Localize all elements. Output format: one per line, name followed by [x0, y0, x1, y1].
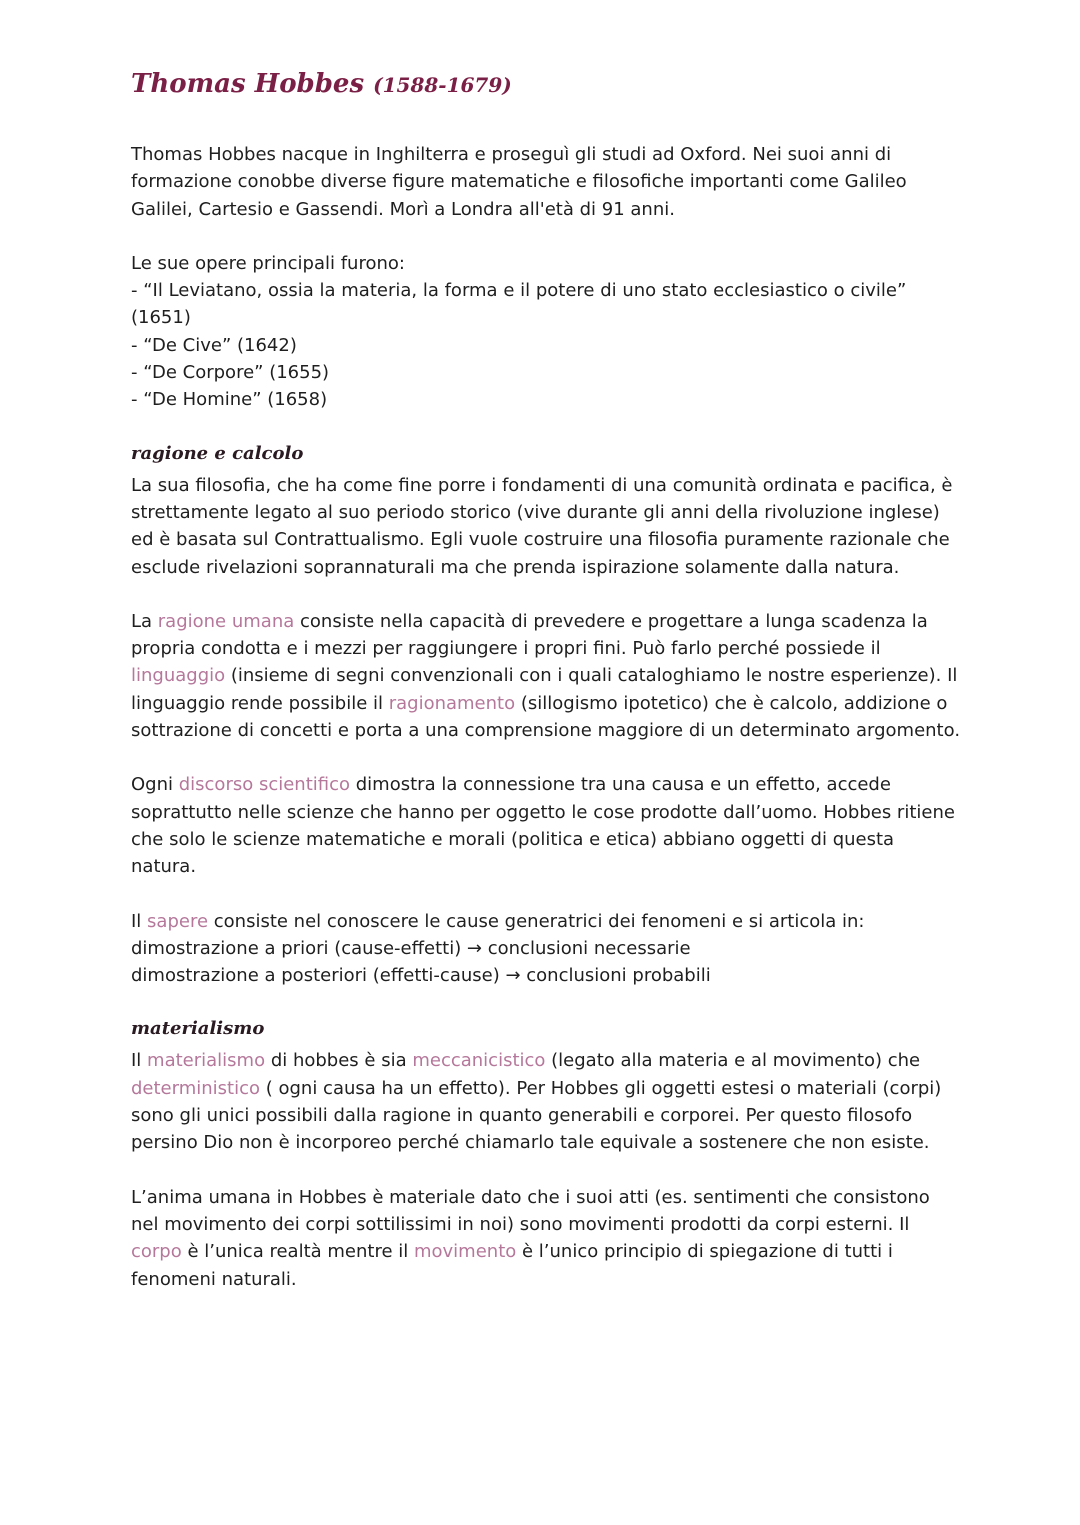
intro-paragraph: Thomas Hobbes nacque in Inghilterra e proseguì gli studi ad Oxford. Nei suoi anni di formazione conobbe diverse figure matematiche e filosofiche importanti come Galileo Galilei, Cartesio e Gassendi. Morì a Londra all'età di 91 anni.: [131, 144, 907, 220]
text: L’anima umana in Hobbes è materiale dato che i suoi atti (es. sentimenti che consistono nel movimento dei corpi sottilissimi in noi) sono movimenti prodotti da corpi esterni. Il: [131, 1186, 930, 1235]
section-heading-materialismo: materialismo: [131, 1018, 265, 1040]
text: consiste nel conoscere le cause generatrici dei fenomeni e si articola in:: [208, 910, 865, 932]
highlight-term: ragionamento: [388, 692, 516, 714]
text: (sillogismo ipotetico) che è calcolo, addizione o sottrazione di concetti e porta a una comprensione maggiore di un determinato argomento.: [131, 692, 961, 742]
text: (legato alla materia e al movimento) che: [545, 1050, 921, 1072]
title-years: (1588-1679): [373, 73, 512, 97]
text: consiste nella capacità di prevedere e progettare a lunga scadenza la propria condotta e i mezzi per raggiungere i propri fini. Può farlo perché possiede il: [131, 610, 928, 660]
text: ( ogni causa ha un effetto). Per Hobbes gli oggetti estesi o materiali (corpi) sono gli unici possibili dalla ragione in quanto generabili e corporei. Per questo filosofo persino Dio non è incorporeo perché chiamarlo tale equivale a sostenere che non esiste.: [131, 1077, 942, 1154]
highlight-term: movimento: [413, 1241, 517, 1263]
highlight-term: meccanicistico: [412, 1050, 546, 1072]
document-page: [131, 64, 961, 1293]
text: Il: [131, 1050, 148, 1072]
text: è l’unico principio di spiegazione di tutti i fenomeni naturali.: [131, 1241, 893, 1290]
section-heading-ragione: ragione e calcolo: [131, 442, 304, 464]
text: è l’unica realtà mentre il: [181, 1241, 414, 1263]
text: di hobbes è sia: [265, 1050, 413, 1072]
ragione-paragraph-4: [131, 908, 961, 990]
works-item-4: - “De Homine” (1658): [131, 389, 328, 411]
highlight-term: materialismo: [147, 1050, 266, 1072]
demonstration-line-posteriori: dimostrazione a posteriori (effetti-cause) → conclusioni probabili: [131, 965, 711, 987]
highlight-term: corpo: [131, 1241, 182, 1263]
text: La: [131, 610, 158, 632]
works-heading: Le sue opere principali furono:: [131, 252, 405, 274]
works-item-3: - “De Corpore” (1655): [131, 362, 330, 384]
highlight-term: discorso scientifico: [178, 774, 351, 796]
ragione-paragraph-1: La sua filosofia, che ha come fine porre i fondamenti di una comunità ordinata e pacifica, è strettamente legato al suo periodo storico (vive durante gli anni della rivoluzione inglese) ed è basata sul Contrattualismo. Egli vuole costruire una filosofia puramente razionale che esclude rivelazioni soprannaturali ma che prenda ispirazione solamente dalla natura.: [131, 474, 953, 578]
materialismo-paragraph-2: [131, 1184, 961, 1293]
text: dimostra la connessione tra una causa e un effetto, accede soprattutto nelle scienze che hanno per oggetto le cose prodotte dall’uomo. Hobbes ritiene che solo le scienze matematiche e morali (politica e etica) abbiano oggetti di questa natura.: [131, 774, 955, 878]
title-name: Thomas Hobbes: [131, 69, 365, 99]
text: Il: [131, 910, 148, 932]
text: Ogni: [131, 774, 179, 796]
ragione-paragraph-3: [131, 771, 961, 880]
highlight-term: sapere: [147, 910, 209, 932]
highlight-term: ragione umana: [157, 610, 295, 632]
works-item-2: - “De Cive” (1642): [131, 334, 297, 356]
highlight-term: deterministico: [131, 1077, 261, 1099]
ragione-paragraph-2: [131, 608, 961, 744]
page-title: [131, 64, 961, 105]
highlight-term: linguaggio: [131, 665, 226, 687]
demonstration-line-priori: dimostrazione a priori (cause-effetti) → conclusioni necessarie: [131, 937, 691, 959]
text: (insieme di segni convenzionali con i quali cataloghiamo le nostre esperienze). Il linguaggio rende possibile il: [131, 665, 958, 714]
materialismo-paragraph-1: [131, 1047, 961, 1156]
works-item-1: - “Il Leviatano, ossia la materia, la forma e il potere di uno stato ecclesiastico o civile” (1651): [131, 280, 907, 329]
